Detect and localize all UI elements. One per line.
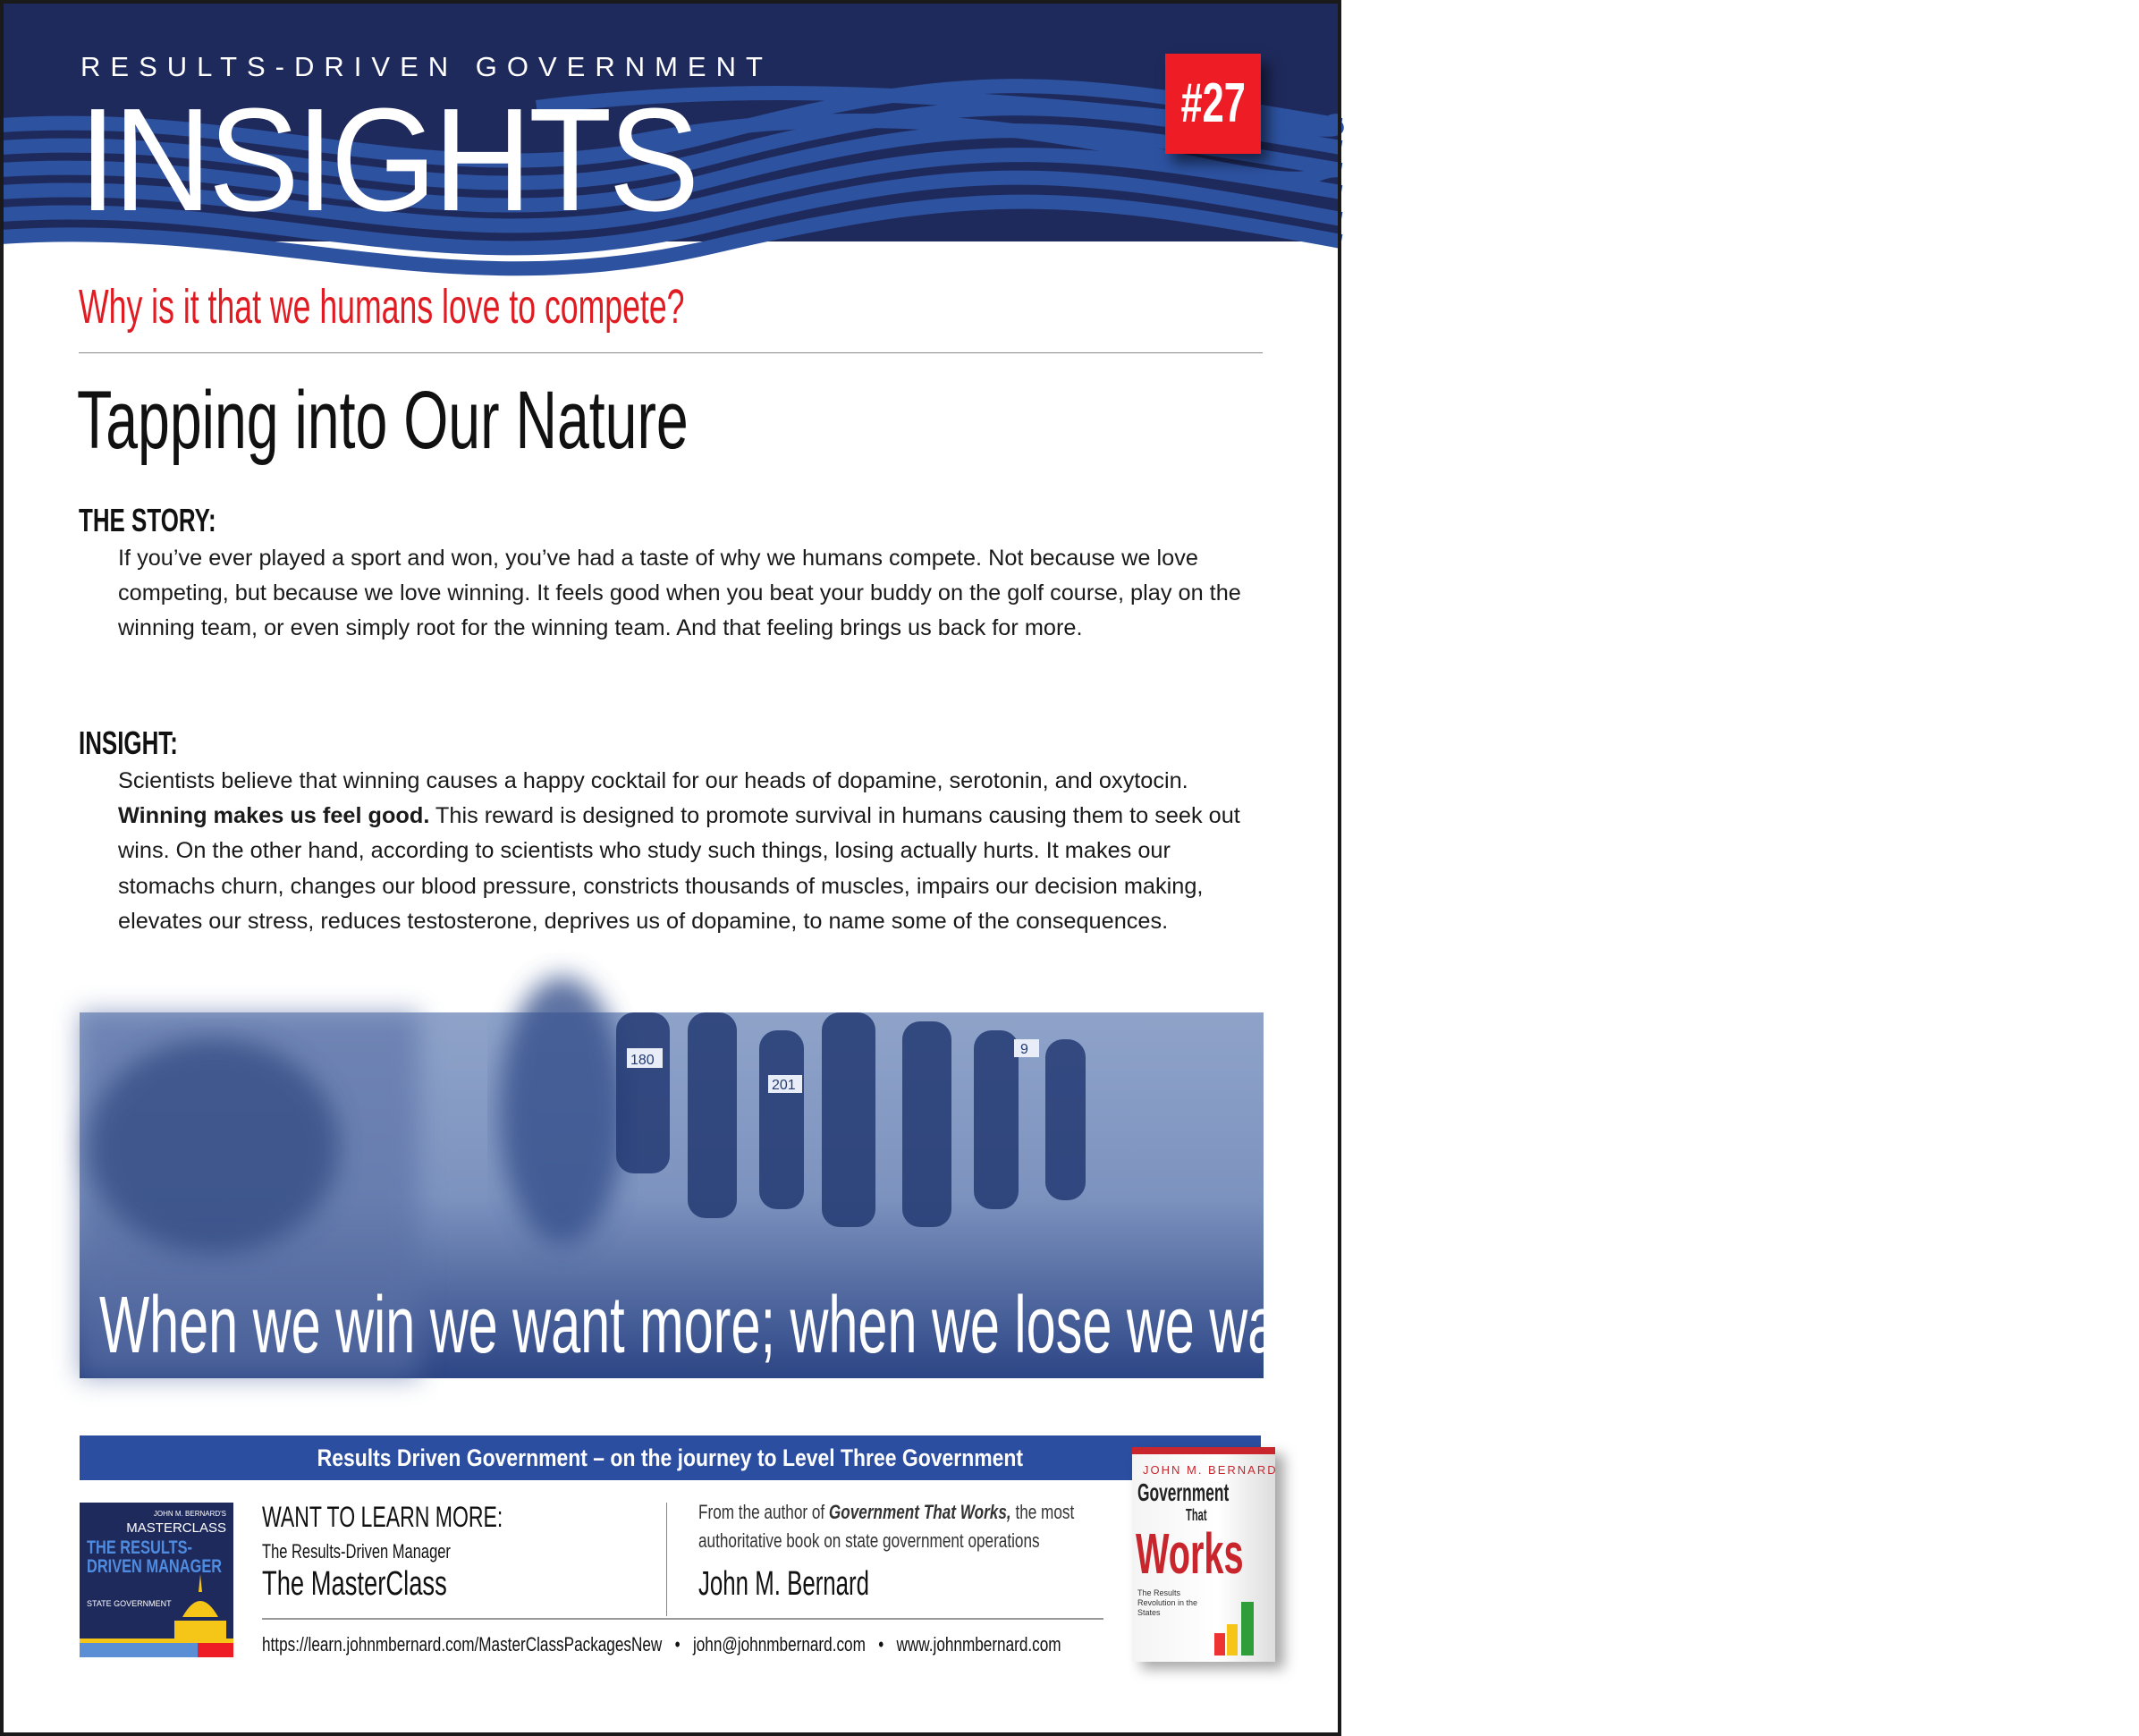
course-title [262,1565,519,1603]
blurb-text: From the author of [698,1501,829,1523]
bib-number: 180 [630,1053,655,1068]
email-link[interactable]: john@johnmbernard.com [692,1633,866,1656]
footer-banner [80,1435,1261,1480]
footer-divider [262,1618,1103,1620]
story-label-text: THE STORY: [79,502,216,538]
insight-paragraph [118,764,1263,939]
story-paragraph: If you’ve ever played a sport and won, you’ve had a taste of why we humans compete. Not because we love competing, but because we love winning. It feels good when you beat your buddy on the golf course, play on the winning team, or even simply root for the winning team. And that feeling brings us back for more. [118,546,1241,641]
divider [79,352,1263,353]
website-link[interactable]: www.johnmbernard.com [896,1633,1061,1656]
book-subtitle: The Results Revolution in the States [1137,1588,1198,1617]
book-title-1: Government [1137,1478,1230,1506]
logo-stripe [80,1643,198,1657]
insight-label-text: INSIGHT: [79,724,178,761]
insight-label [79,725,216,761]
issue-badge [1165,54,1261,154]
bar-chart-icon [1213,1597,1266,1660]
bib-number: 201 [772,1078,796,1093]
runners-photo [80,1012,1446,1378]
author-name [698,1565,950,1603]
book-title-3: Works [1136,1521,1244,1586]
banner-text: Results Driven Government – on the journey to Level Three Government [317,1444,1024,1471]
header-banner [0,0,1341,241]
logo-sub: STATE GOVERNMENT [87,1599,172,1608]
logo-byline: JOHN M. BERNARD'S [153,1510,226,1518]
course-subtitle-text: The Results-Driven Manager [262,1540,451,1562]
author-blurb [698,1498,1180,1555]
vertical-divider [666,1503,667,1616]
bib-number: 9 [1020,1042,1028,1057]
blurb-text: authoritative book on state government operations [698,1529,1040,1552]
header-kicker: RESULTS-DRIVEN GOVERNMENT [80,51,773,82]
separator: • [674,1633,681,1656]
insight-bold-text: Winning makes us feel good. [118,803,430,829]
insight-text: Scientists believe that winning causes a happy cocktail for our heads of dopamine, serotonin, and oxytocin. [118,768,1188,793]
author-name-text: John M. Bernard [698,1565,870,1603]
article-question [79,279,996,334]
book-title-2: That [1186,1506,1207,1524]
book-title: Government That Works, [828,1501,1011,1523]
logo-name: THE RESULTS-DRIVEN MANAGER [87,1537,223,1577]
logo-stripe [198,1643,233,1657]
article-title [77,374,951,467]
logo-series: MASTERCLASS [126,1520,226,1536]
photo-quote [99,1281,2139,1370]
learn-more-heading [262,1501,596,1533]
masterclass-link[interactable]: https://learn.johnmbernard.com/MasterClassPackagesNew [262,1633,663,1656]
capitol-icon [169,1574,232,1641]
blurb-text: the most [1010,1501,1075,1523]
separator: • [878,1633,884,1656]
insight-text-continued: This reward is designed to promote survival in humans causing them to seek out wins. On the other hand, according to scientists who study such things, losing actually hurts. It makes our stomachs churn, changes our blood pressure, constricts thousands of muscles, impairs our decision making, elevates our stress, reduces testosterone, deprives us of dopamine, to name some of the consequences. [118,803,1240,934]
title-text: Tapping into Our Nature [77,375,689,466]
question-text: Why is it that we humans love to compete? [79,280,685,334]
course-subtitle [262,1540,513,1563]
issue-number: #27 [1180,72,1246,134]
masterclass-logo [80,1503,233,1657]
book-author: JOHN M. BERNARD [1143,1463,1278,1477]
course-title-text: The MasterClass [262,1565,447,1603]
book-cover [1132,1447,1278,1662]
header-title: INSIGHTS [79,78,697,241]
learn-more-text: WANT TO LEARN MORE: [262,1501,503,1533]
quote-text: When we win we want more; when we lose we want less. [99,1281,1446,1370]
story-label [79,503,269,538]
